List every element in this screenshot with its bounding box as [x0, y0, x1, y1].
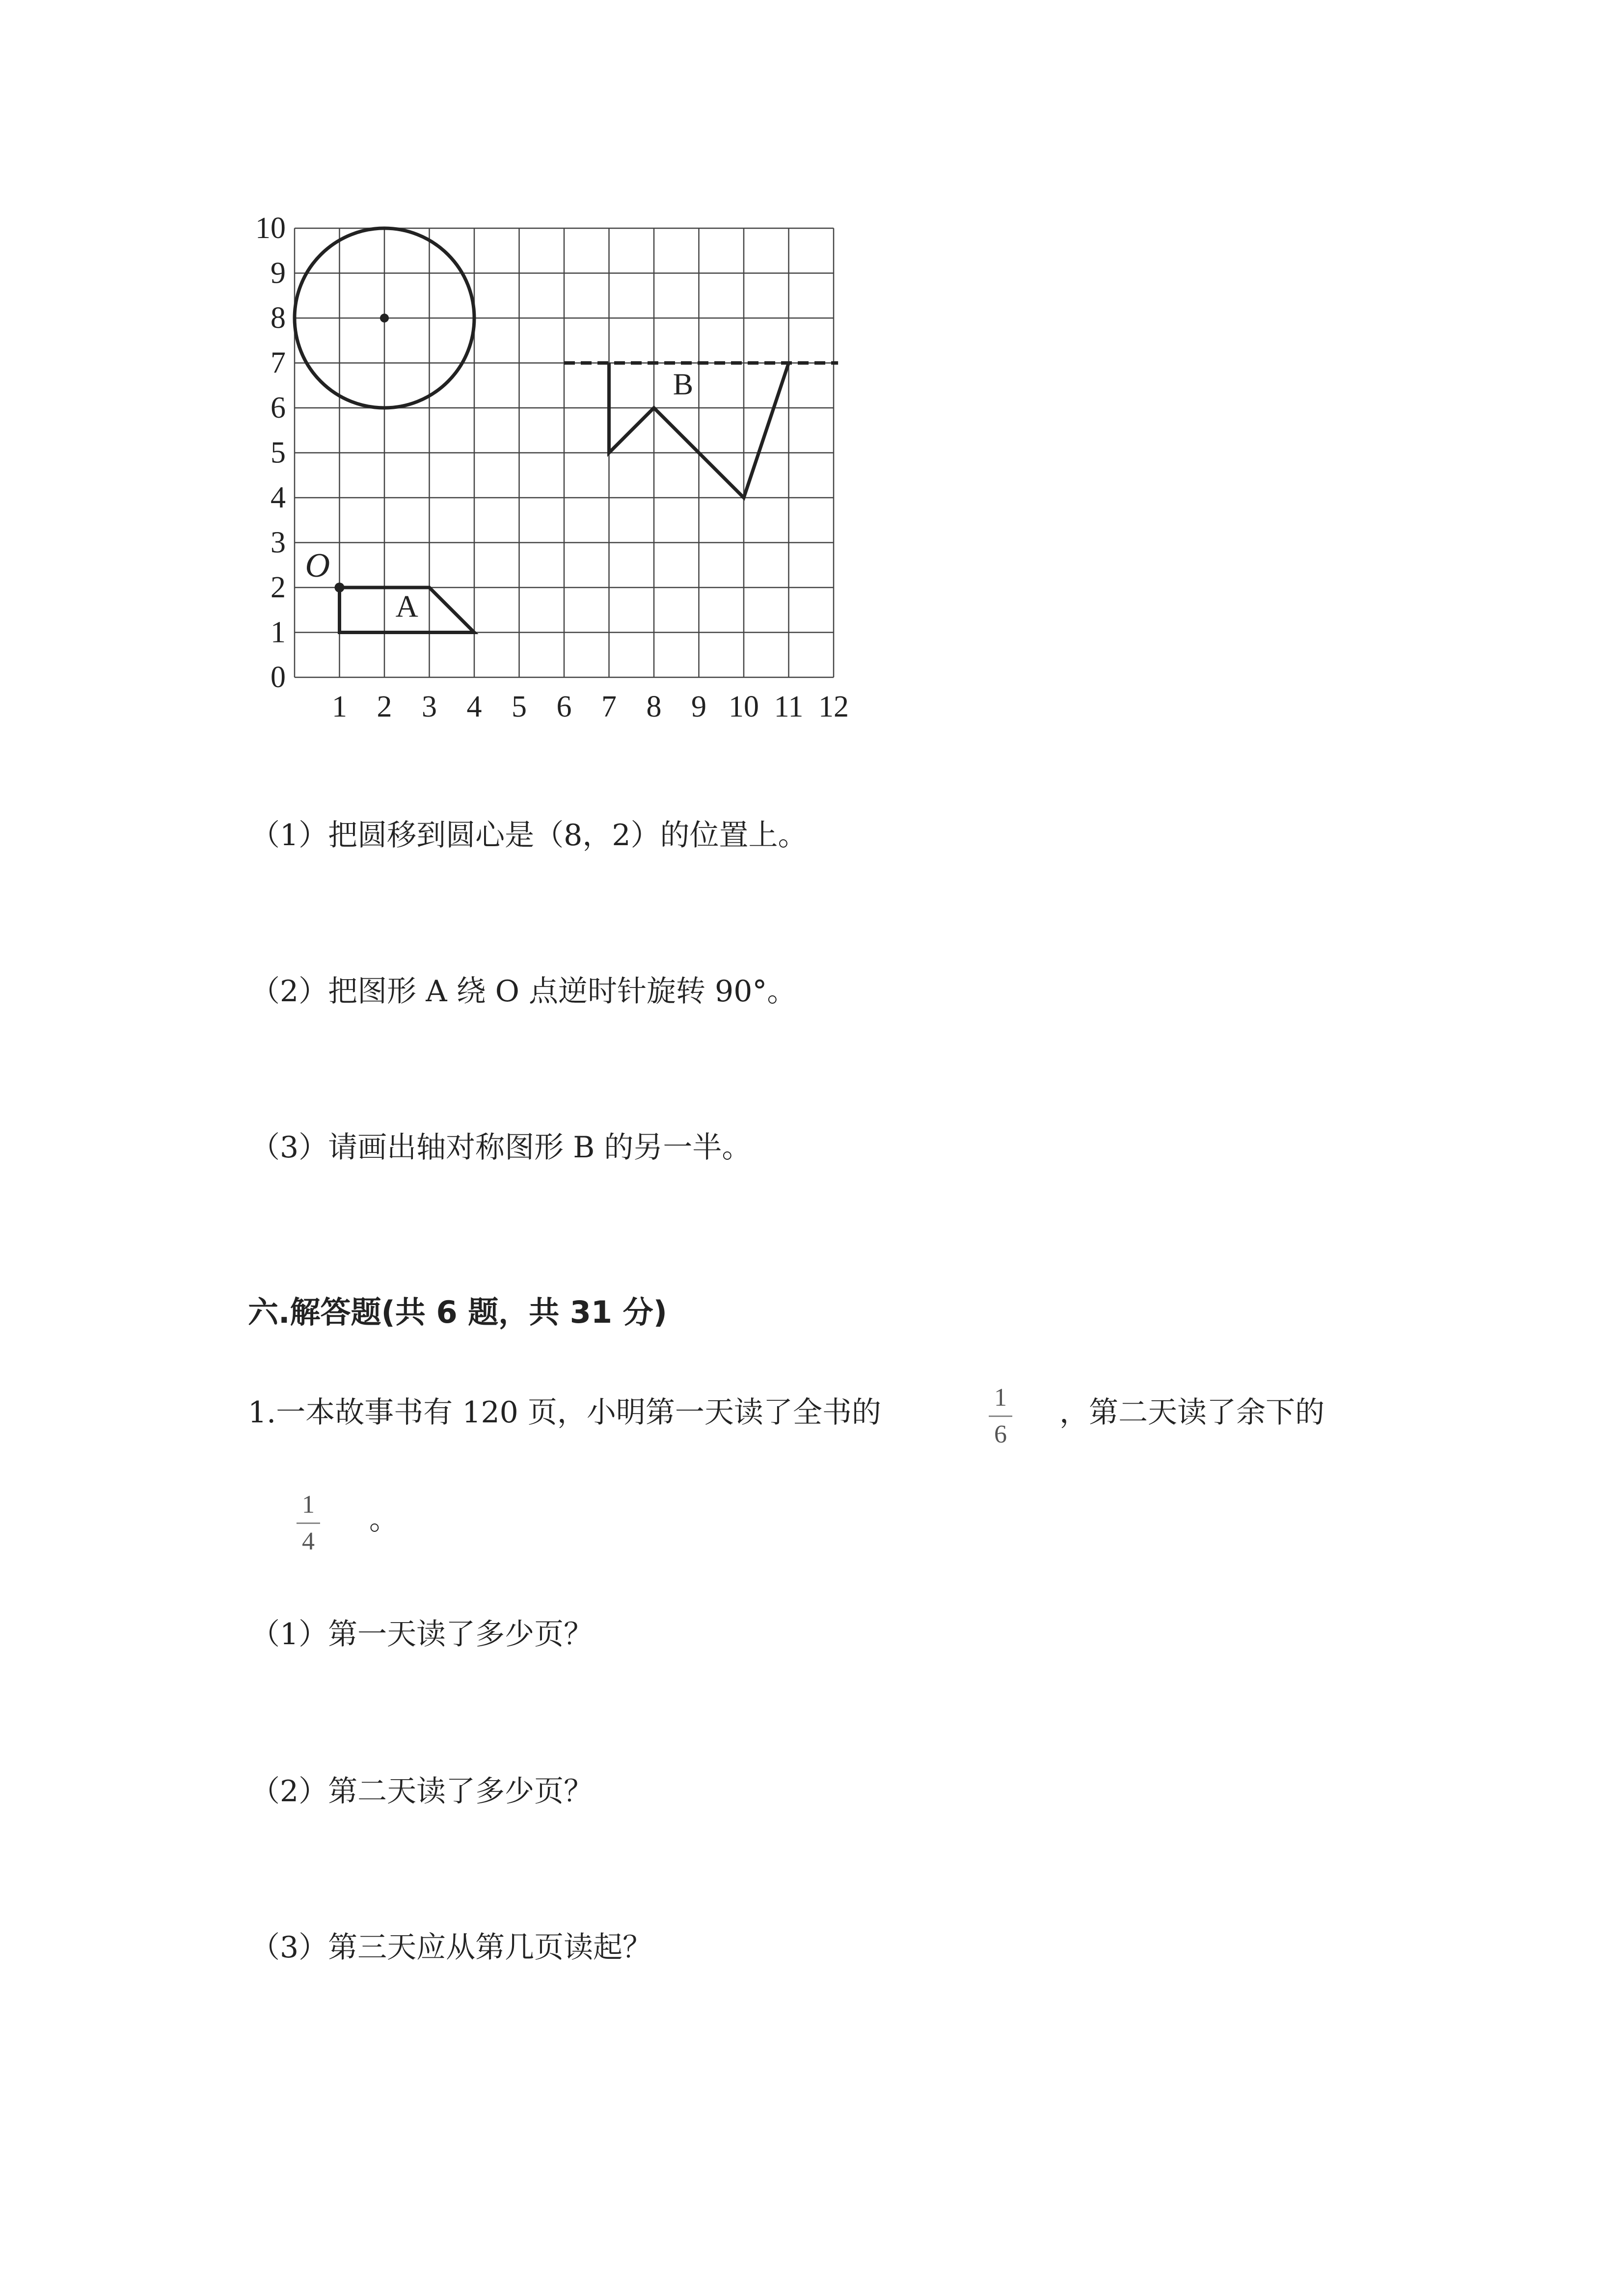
- y-tick-label: 2: [271, 571, 286, 604]
- x-axis-tick-labels: [332, 690, 849, 723]
- fraction-numerator: 1: [302, 1491, 315, 1519]
- x-tick-label: 3: [422, 690, 437, 723]
- y-tick-label: 0: [271, 661, 286, 694]
- origin-label: O: [305, 547, 330, 585]
- shape-b-label: B: [673, 368, 694, 401]
- y-tick-label: 9: [271, 256, 286, 290]
- section-title: 六.解答题(共 6 题，共 31 分): [248, 1294, 667, 1330]
- question-symmetry-b: （3）请画出轴对称图形 B 的另一半。: [250, 1130, 752, 1165]
- fraction-denominator: 4: [302, 1527, 315, 1555]
- y-tick-label: 6: [271, 391, 286, 425]
- x-tick-label: 12: [818, 690, 849, 723]
- x-tick-label: 5: [512, 690, 527, 723]
- fraction-one-fourth: [294, 1492, 323, 1554]
- problem-1-sub-3: （3）第三天应从第几页读起？: [250, 1930, 652, 1965]
- problem-1-sub-2: （2）第二天读了多少页？: [250, 1774, 594, 1809]
- y-tick-label: 1: [271, 615, 286, 649]
- y-tick-label: 7: [271, 346, 286, 380]
- x-tick-label: 4: [466, 690, 482, 723]
- x-tick-label: 8: [646, 690, 662, 723]
- x-tick-label: 6: [556, 690, 572, 723]
- x-tick-label: 10: [729, 690, 759, 723]
- problem-1-text-start: 1.一本故事书有 120 页，小明第一天读了全书的: [248, 1395, 881, 1430]
- fraction-one-sixth: [986, 1385, 1015, 1447]
- fraction-numerator: 1: [994, 1384, 1007, 1412]
- x-tick-label: 2: [377, 690, 392, 723]
- grid-lines: [295, 228, 834, 677]
- figure-shapes: [295, 228, 838, 633]
- y-tick-label: 5: [271, 436, 286, 470]
- question-rotate-a: （2）把图形 A 绕 O 点逆时针旋转 90°。: [250, 974, 797, 1009]
- origin-point-dot: [335, 583, 345, 592]
- question-circle-move: （1）把圆移到圆心是（8，2）的位置上。: [250, 818, 808, 853]
- problem-1-text-middle: ，第二天读了余下的: [1059, 1395, 1325, 1430]
- fraction-denominator: 6: [994, 1420, 1007, 1448]
- coordinate-grid-figure: [245, 206, 913, 736]
- x-tick-label: 1: [332, 690, 347, 723]
- circle-center-dot: [380, 314, 389, 322]
- x-tick-label: 9: [691, 690, 706, 723]
- fraction-bar: [297, 1522, 320, 1524]
- shape-a-label: A: [395, 588, 418, 624]
- y-tick-label: 3: [271, 526, 286, 560]
- x-tick-label: 11: [774, 690, 804, 723]
- y-tick-label: 8: [271, 301, 286, 335]
- y-tick-label: 10: [255, 212, 286, 245]
- y-tick-label: 4: [271, 481, 286, 514]
- problem-1-text-end: 。: [369, 1502, 399, 1537]
- y-axis-tick-labels: [255, 212, 286, 694]
- fraction-bar: [989, 1415, 1012, 1417]
- problem-1-sub-1: （1）第一天读了多少页？: [250, 1617, 594, 1652]
- x-tick-label: 7: [601, 690, 617, 723]
